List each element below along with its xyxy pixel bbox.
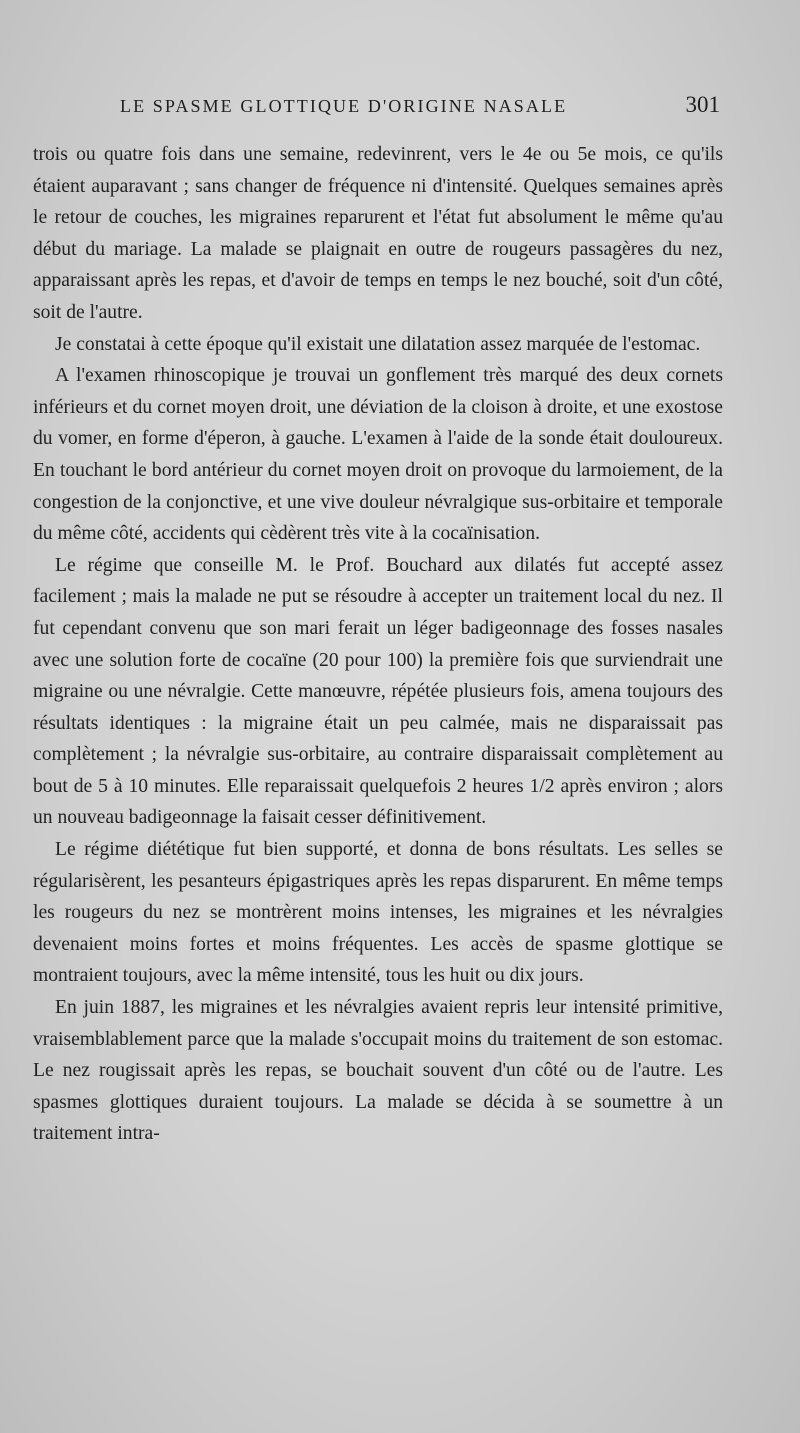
paragraph-6: En juin 1887, les migraines et les névralgies avaient repris leur intensité primitive, vraisemblablement parce que la malade s'occupait moins du traitement de son estomac. Le nez rougissait après les repas, se bouchait souvent d'un côté ou de l'autre. Les spasmes glottiques duraient toujours. La malade se décida à se soumettre à un traitement intra- <box>33 997 723 1145</box>
paragraph-3: A l'examen rhinoscopique je trouvai un gonflement très marqué des deux cornets inférieurs et du cornet moyen droit, une déviation de la cloison à droite, et une exostose du vomer, en forme d'éperon, à gauche. L'examen à l'aide de la sonde était douloureux. En touchant le bord antérieur du cornet moyen droit on provoque du larmoiement, de la congestion de la conjonctive, et une vive douleur névralgique sus-orbitaire et temporale du même côté, accidents qui cèdèrent très vite à la cocaïnisation. <box>33 365 723 545</box>
page-number: 301 <box>685 92 720 117</box>
paragraph-4: Le régime que conseille M. le Prof. Bouchard aux dilatés fut accepté assez facilement ; mais la malade ne put se résoudre à accepter un traitement local du nez. Il fut cependant convenu que son mari ferait un léger badigeonnage des fosses nasales avec une solution forte de cocaïne (20 pour 100) la première fois que surviendrait une migraine ou une névralgie. Cette manœuvre, répétée plusieurs fois, amena toujours des résultats identiques : la migraine était un peu calmée, mais ne disparaissait pas complètement ; la névralgie sus-orbitaire, au contraire disparaissait complètement au bout de 5 à 10 minutes. Elle reparaissait quelquefois 2 heures 1/2 après environ ; alors un nouveau badigeonnage la faisait cesser définitivement. <box>33 554 723 829</box>
body-text <box>33 139 723 1150</box>
running-title: LE SPASME GLOTTIQUE D'ORIGINE NASALE <box>120 96 568 116</box>
paragraph-1: trois ou quatre fois dans une semaine, redevinrent, vers le 4e ou 5e mois, ce qu'ils étaient auparavant ; sans changer de fréquence ni d'intensité. Quelques semaines après le retour de couches, les migraines reparurent et l'état fut absolument le même qu'au début du mariage. La malade se plaignait en outre de rougeurs passagères du nez, apparaissant après les repas, et d'avoir de temps en temps le nez bouché, soit d'un côté, soit de l'autre. <box>33 144 723 323</box>
paragraph-2: Je constatai à cette époque qu'il existait une dilatation assez marquée de l'estomac. <box>55 333 701 355</box>
paragraph-5: Le régime diététique fut bien supporté, et donna de bons résultats. Les selles se régularisèrent, les pesanteurs épigastriques après les repas disparurent. En même temps les rougeurs du nez se montrèrent moins intenses, les migraines et les névralgies devenaient moins fortes et moins fréquentes. Les accès de spasme glottique se montraient toujours, avec la même intensité, tous les huit ou dix jours. <box>33 839 723 987</box>
running-head <box>120 92 720 122</box>
